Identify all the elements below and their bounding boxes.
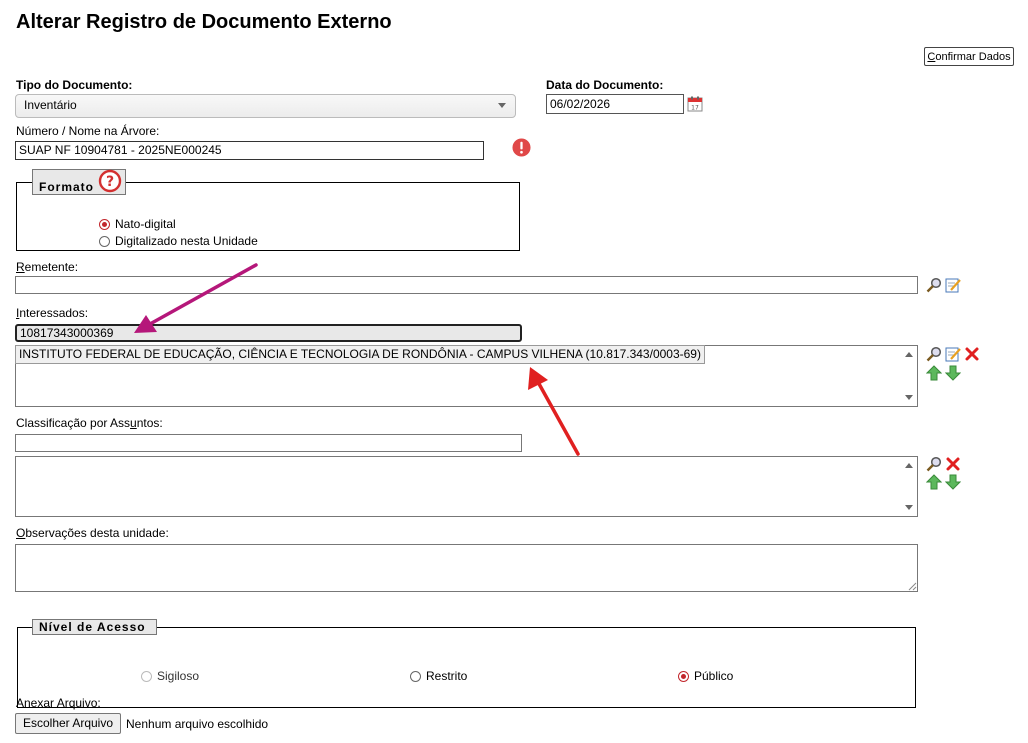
help-icon[interactable] bbox=[98, 169, 122, 193]
scroll-up-icon[interactable] bbox=[905, 352, 913, 357]
nivel-option-sigiloso bbox=[141, 669, 199, 683]
scroll-down-icon[interactable] bbox=[905, 395, 913, 400]
radio-digitalizado[interactable] bbox=[99, 236, 110, 247]
numero-label: Número / Nome na Árvore: bbox=[16, 124, 160, 138]
nivel-option-publico[interactable] bbox=[678, 669, 733, 683]
arrow-down-icon[interactable] bbox=[945, 365, 961, 381]
formato-option-label: Digitalizado nesta Unidade bbox=[115, 234, 258, 248]
classificacao-label-b: ntos: bbox=[136, 416, 163, 430]
file-status: Nenhum arquivo escolhido bbox=[126, 717, 269, 731]
numero-input[interactable]: SUAP NF 10904781 - 2025NE000245 bbox=[15, 141, 484, 160]
page-title: Alterar Registro de Documento Externo bbox=[16, 11, 392, 33]
svg-text:17: 17 bbox=[691, 104, 699, 112]
data-documento-label: Data do Documento: bbox=[546, 78, 664, 92]
edit-icon[interactable] bbox=[945, 277, 961, 293]
svg-text:?: ? bbox=[105, 174, 115, 190]
classificacao-label-a: Classificação por Ass bbox=[16, 416, 131, 430]
nivel-legend: Nível de Acesso bbox=[32, 619, 157, 635]
search-icon[interactable] bbox=[926, 277, 942, 293]
nivel-option-label: Restrito bbox=[426, 669, 468, 683]
arrow-up-icon[interactable] bbox=[926, 474, 942, 490]
interessados-input[interactable]: 10817343000369 bbox=[15, 324, 522, 342]
formato-option-label: Nato-digital bbox=[115, 217, 176, 231]
confirm-accesskey: C bbox=[927, 50, 936, 63]
annotation-arrow-purple bbox=[150, 265, 256, 324]
resize-handle-icon[interactable] bbox=[908, 582, 917, 591]
formato-option-digitalizado[interactable] bbox=[99, 234, 258, 248]
classificacao-label bbox=[16, 416, 163, 430]
interessados-accesskey: I bbox=[16, 306, 20, 320]
data-documento-input[interactable]: 06/02/2026 bbox=[546, 94, 684, 114]
formato-legend-text: Formato bbox=[39, 180, 94, 194]
remove-icon[interactable] bbox=[964, 346, 980, 362]
remove-icon[interactable] bbox=[945, 456, 961, 472]
tipo-documento-select[interactable] bbox=[15, 94, 516, 118]
nivel-option-label: Sigiloso bbox=[157, 669, 200, 683]
radio-restrito[interactable] bbox=[410, 671, 421, 682]
observacoes-label-text: bservações desta unidade: bbox=[25, 526, 169, 540]
classificacao-accesskey: u bbox=[130, 416, 137, 430]
calendar-icon[interactable] bbox=[687, 96, 703, 112]
nivel-option-label: Público bbox=[694, 669, 734, 683]
alert-icon bbox=[512, 138, 531, 157]
scroll-down-icon[interactable] bbox=[905, 505, 913, 510]
radio-nato-digital[interactable] bbox=[99, 219, 110, 230]
edit-icon[interactable] bbox=[945, 346, 961, 362]
confirm-button[interactable] bbox=[924, 47, 1014, 66]
search-icon[interactable] bbox=[926, 456, 942, 472]
observacoes-textarea[interactable] bbox=[15, 544, 918, 592]
radio-sigiloso bbox=[141, 671, 152, 682]
classificacao-input[interactable] bbox=[15, 434, 522, 452]
nivel-fieldset bbox=[17, 627, 916, 708]
interessados-label bbox=[16, 306, 88, 320]
interessados-label-text: nteressados: bbox=[19, 306, 89, 320]
tipo-documento-label: Tipo do Documento: bbox=[16, 78, 133, 92]
radio-publico[interactable] bbox=[678, 671, 689, 682]
remetente-label bbox=[16, 260, 78, 274]
confirm-label: onfirmar Dados bbox=[935, 50, 1011, 63]
search-icon[interactable] bbox=[926, 346, 942, 362]
classificacao-listbox[interactable] bbox=[15, 456, 918, 517]
choose-file-button[interactable]: Escolher Arquivo bbox=[15, 713, 121, 734]
remetente-label-text: emetente: bbox=[24, 260, 79, 274]
formato-option-nato[interactable] bbox=[99, 217, 176, 231]
remetente-input[interactable] bbox=[15, 276, 918, 294]
anexar-label: Anexar Arquivo: bbox=[16, 696, 101, 710]
observacoes-label bbox=[16, 526, 169, 540]
nivel-option-restrito[interactable] bbox=[410, 669, 467, 683]
interessados-suggestion[interactable]: INSTITUTO FEDERAL DE EDUCAÇÃO, CIÊNCIA E TECNOLOGIA DE RONDÔNIA - CAMPUS VILHENA (10.817.343/0003-69) bbox=[15, 345, 705, 364]
chevron-down-icon bbox=[498, 103, 506, 108]
tipo-documento-value: Inventário bbox=[24, 98, 77, 112]
arrow-up-icon[interactable] bbox=[926, 365, 942, 381]
scroll-up-icon[interactable] bbox=[905, 463, 913, 468]
remetente-accesskey: R bbox=[16, 260, 25, 274]
observacoes-accesskey: O bbox=[16, 526, 26, 540]
arrow-down-icon[interactable] bbox=[945, 474, 961, 490]
